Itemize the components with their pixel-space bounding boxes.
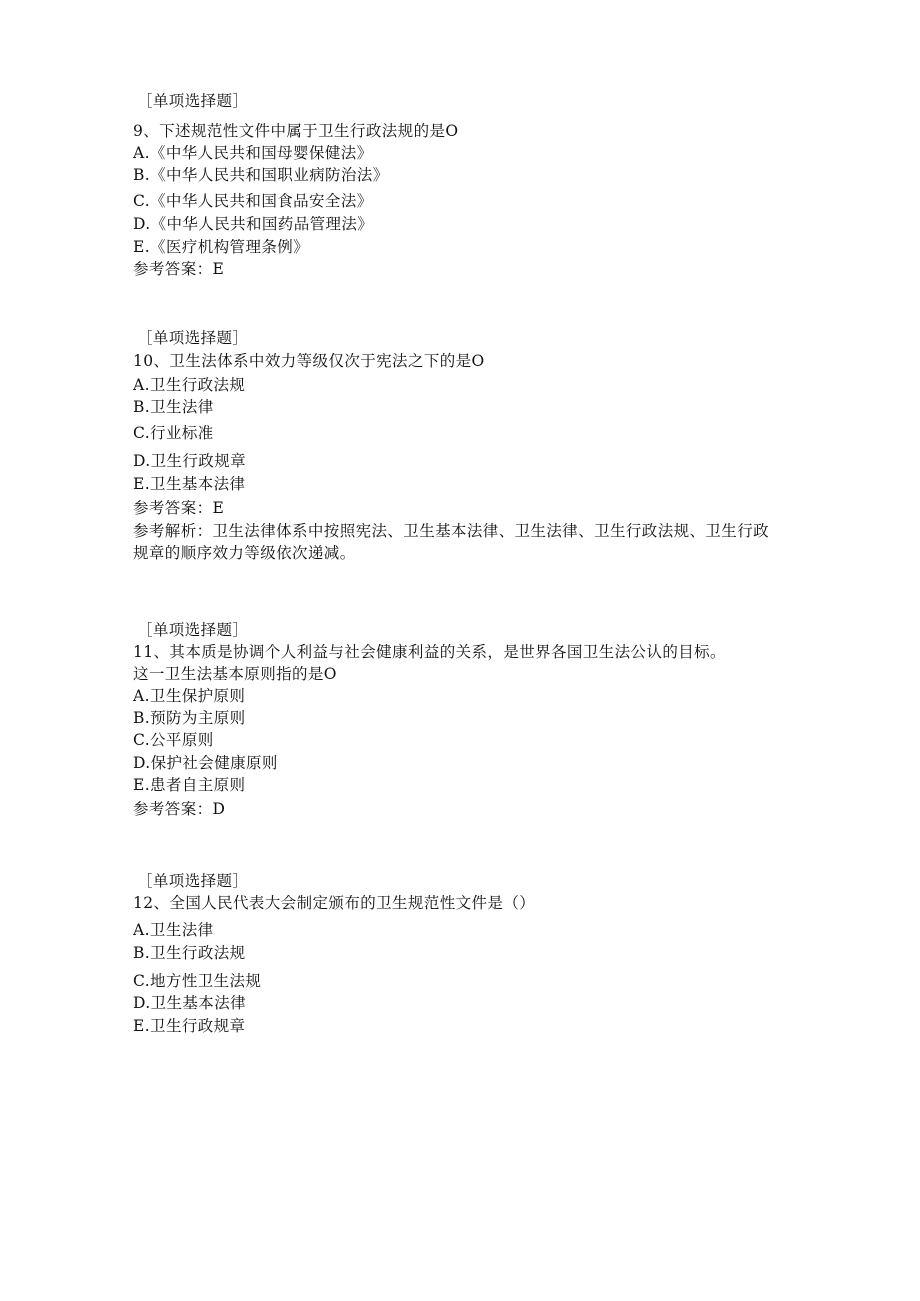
option-d: D.卫生基本法律 <box>133 994 247 1012</box>
option-e: E.《医疗机构管理条例》 <box>133 238 310 256</box>
option-b: B.卫生法律 <box>133 398 214 416</box>
option-a: A.卫生行政法规 <box>133 376 246 394</box>
option-a: A.《中华人民共和国母婴保健法》 <box>133 144 373 162</box>
option-e: E.卫生行政规章 <box>133 1017 246 1035</box>
option-a: A.卫生保护原则 <box>133 687 246 705</box>
option-c: C.行业标准 <box>133 424 214 442</box>
question-stem: 12、全国人民代表大会制定颁布的卫生规范性文件是（） <box>133 894 536 912</box>
answer: 参考答案：E <box>133 499 225 517</box>
option-c: C.《中华人民共和国食品安全法》 <box>133 192 373 210</box>
option-c: C.地方性卫生法规 <box>133 972 262 990</box>
answer: 参考答案：E <box>133 260 225 278</box>
option-d: D.卫生行政规章 <box>133 452 247 470</box>
option-c: C.公平原则 <box>133 731 214 749</box>
option-a: A.卫生法律 <box>133 921 214 939</box>
option-d: D.保护社会健康原则 <box>133 754 278 772</box>
question-stem: 9、下述规范性文件中属于卫生行政法规的是O <box>133 122 459 140</box>
question-type-label: ［单项选择题］ <box>137 872 249 890</box>
question-type-label: ［单项选择题］ <box>137 329 249 347</box>
answer: 参考答案：D <box>133 800 226 818</box>
option-b: B.卫生行政法规 <box>133 944 246 962</box>
option-b: B.预防为主原则 <box>133 709 246 727</box>
question-stem-line-2: 这一卫生法基本原则指的是O <box>133 665 337 683</box>
question-type-label: ［单项选择题］ <box>137 621 249 639</box>
option-d: D.《中华人民共和国药品管理法》 <box>133 215 374 233</box>
analysis: 参考解析：卫生法律体系中按照宪法、卫生基本法律、卫生法律、卫生行政法规、卫生行政规章的顺序效力等级依次递减。 <box>133 522 770 562</box>
option-e: E.患者自主原则 <box>133 776 246 794</box>
option-e: E.卫生基本法律 <box>133 475 246 493</box>
question-type-label: ［单项选择题］ <box>137 92 249 110</box>
question-stem: 10、卫生法体系中效力等级仅次于宪法之下的是O <box>133 352 485 370</box>
question-stem-line-1: 11、其本质是协调个人利益与社会健康利益的关系，是世界各国卫生法公认的目标。 <box>133 643 726 661</box>
option-b: B.《中华人民共和国职业病防治法》 <box>133 166 389 184</box>
